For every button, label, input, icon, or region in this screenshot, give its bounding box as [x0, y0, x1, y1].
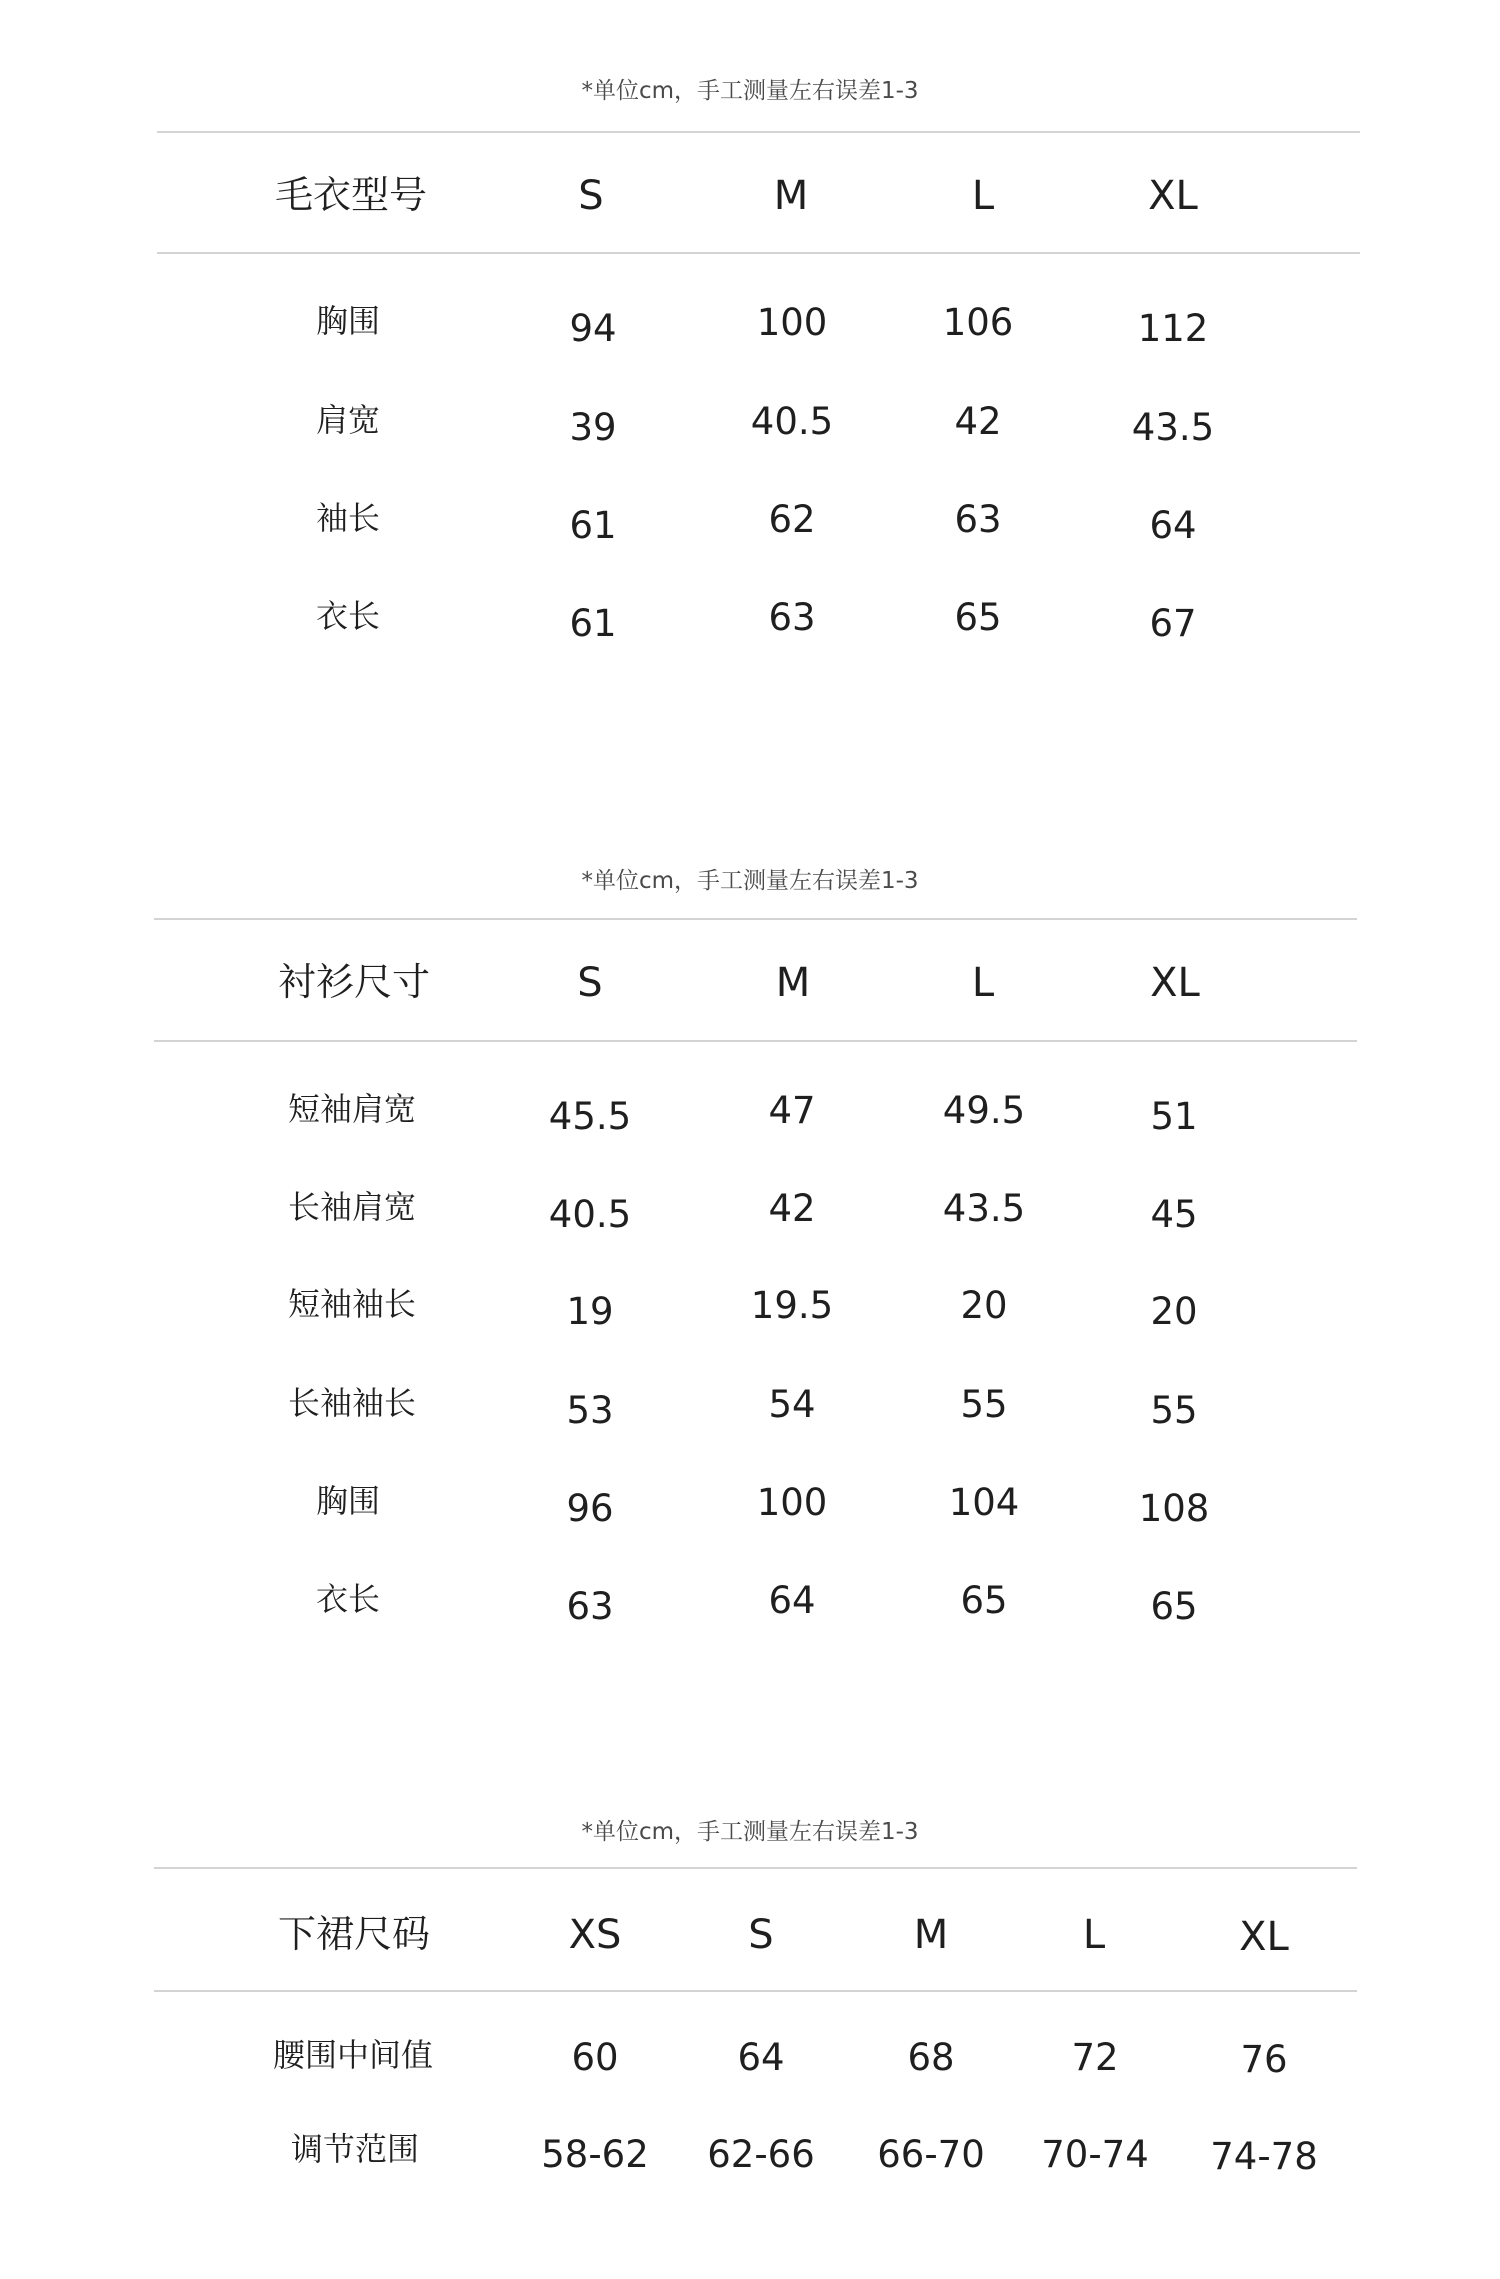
skirt-cell: 58-62	[541, 2133, 649, 2176]
shirt-cell: 47	[768, 1089, 816, 1132]
skirt-cell: 60	[571, 2036, 619, 2079]
shirt-row-label: 长袖袖长	[287, 1384, 416, 1422]
shirt-size-s: S	[577, 960, 603, 1006]
shirt-cell: 100	[756, 1481, 828, 1524]
shirt-cell: 108	[1138, 1487, 1210, 1530]
sweater-cell: 63	[768, 596, 816, 639]
skirt-cell: 72	[1071, 2036, 1119, 2079]
skirt-row-label: 腰围中间值	[272, 2036, 433, 2074]
sweater-cell: 63	[954, 498, 1002, 541]
shirt-row-label: 短袖肩宽	[287, 1090, 416, 1128]
shirt-row-label: 短袖袖长	[287, 1285, 416, 1323]
sweater-row-label: 衣长	[315, 597, 380, 635]
sweater-size-xl: XL	[1148, 173, 1198, 219]
shirt-size-m: M	[775, 960, 811, 1006]
sweater-cell: 67	[1149, 602, 1197, 645]
sweater-cell: 43.5	[1131, 406, 1215, 449]
shirt-row-label: 长袖肩宽	[287, 1188, 416, 1226]
sweater-cell: 94	[569, 307, 617, 350]
shirt-cell: 20	[960, 1284, 1008, 1327]
sweater-cell: 61	[569, 602, 617, 645]
shirt-header-label: 衬衫尺寸	[277, 960, 430, 1004]
skirt-row-label: 调节范围	[290, 2130, 419, 2168]
sweater-row-label: 袖长	[315, 499, 380, 537]
shirt-cell: 54	[768, 1383, 816, 1426]
skirt-size-m: M	[913, 1912, 949, 1958]
sweater-size-l: L	[971, 173, 995, 219]
skirt-size-xl: XL	[1239, 1914, 1289, 1960]
sweater-header-divider	[157, 252, 1360, 254]
shirt-unit-note: *单位cm，手工测量左右误差1-3	[581, 868, 919, 894]
sweater-cell: 65	[954, 596, 1002, 639]
skirt-cell: 74-78	[1210, 2135, 1318, 2178]
shirt-cell: 45	[1150, 1193, 1198, 1236]
skirt-size-s: S	[748, 1912, 774, 1958]
shirt-cell: 96	[566, 1487, 614, 1530]
sweater-cell: 61	[569, 504, 617, 547]
shirt-cell: 43.5	[942, 1187, 1026, 1230]
skirt-header-divider	[154, 1990, 1357, 1992]
skirt-cell: 64	[737, 2036, 785, 2079]
shirt-cell: 40.5	[548, 1193, 632, 1236]
shirt-cell: 19.5	[750, 1284, 834, 1327]
sweater-cell: 100	[756, 301, 828, 344]
sweater-cell: 62	[768, 498, 816, 541]
sweater-cell: 112	[1137, 307, 1209, 350]
skirt-cell: 62-66	[707, 2133, 815, 2176]
sweater-unit-note: *单位cm，手工测量左右误差1-3	[581, 78, 919, 104]
shirt-cell: 104	[948, 1481, 1020, 1524]
sweater-top-divider	[157, 131, 1360, 133]
skirt-cell: 66-70	[877, 2133, 985, 2176]
sweater-cell: 64	[1149, 504, 1197, 547]
shirt-cell: 51	[1150, 1095, 1198, 1138]
shirt-cell: 19	[566, 1290, 614, 1333]
sweater-size-s: S	[578, 173, 604, 219]
shirt-cell: 55	[1150, 1389, 1198, 1432]
sweater-cell: 106	[942, 301, 1014, 344]
shirt-cell: 53	[566, 1389, 614, 1432]
skirt-cell: 76	[1240, 2038, 1288, 2081]
skirt-unit-note: *单位cm，手工测量左右误差1-3	[581, 1819, 919, 1845]
sweater-row-label: 肩宽	[315, 401, 380, 439]
shirt-top-divider	[154, 918, 1357, 920]
shirt-header-divider	[154, 1040, 1357, 1042]
shirt-row-label: 衣长	[315, 1580, 380, 1618]
shirt-cell: 49.5	[942, 1089, 1026, 1132]
shirt-cell: 65	[960, 1579, 1008, 1622]
shirt-cell: 45.5	[548, 1095, 632, 1138]
sweater-header-label: 毛衣型号	[274, 173, 427, 217]
shirt-cell: 64	[768, 1579, 816, 1622]
sweater-row-label: 胸围	[315, 302, 380, 340]
sweater-cell: 42	[954, 400, 1002, 443]
skirt-size-l: L	[1082, 1912, 1106, 1958]
shirt-cell: 20	[1150, 1290, 1198, 1333]
skirt-header-label: 下裙尺码	[277, 1912, 430, 1956]
shirt-row-label: 胸围	[315, 1482, 380, 1520]
shirt-cell: 65	[1150, 1585, 1198, 1628]
skirt-size-xs: XS	[568, 1912, 622, 1958]
shirt-cell: 42	[768, 1187, 816, 1230]
shirt-cell: 55	[960, 1383, 1008, 1426]
skirt-cell: 68	[907, 2036, 955, 2079]
skirt-cell: 70-74	[1041, 2133, 1149, 2176]
skirt-top-divider	[154, 1867, 1357, 1869]
shirt-size-xl: XL	[1150, 960, 1200, 1006]
shirt-cell: 63	[566, 1585, 614, 1628]
sweater-size-m: M	[773, 173, 809, 219]
sweater-cell: 39	[569, 406, 617, 449]
shirt-size-l: L	[971, 960, 995, 1006]
sweater-cell: 40.5	[750, 400, 834, 443]
